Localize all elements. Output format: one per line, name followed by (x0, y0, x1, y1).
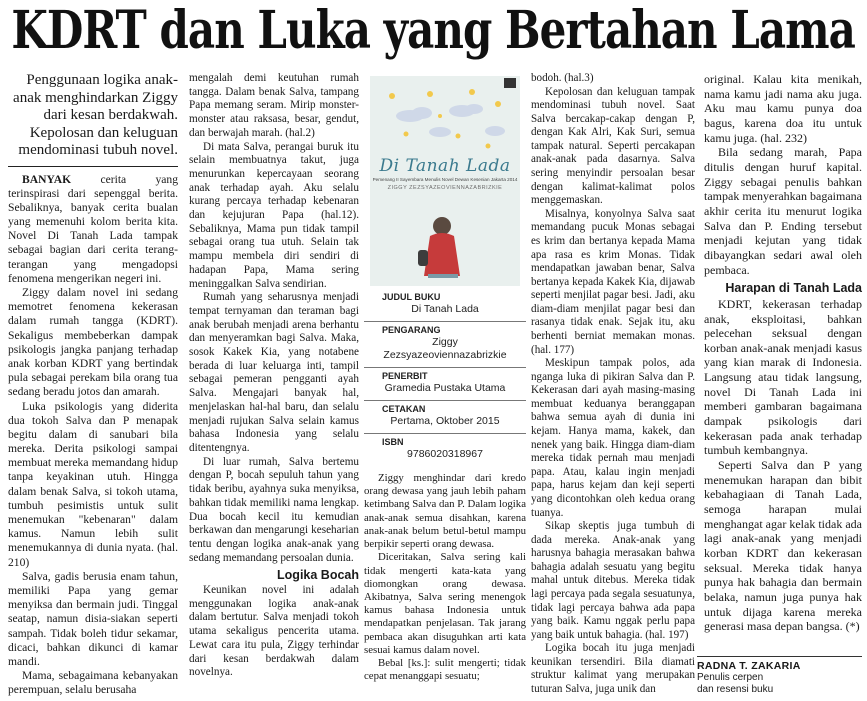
paragraph: Rumah yang seharusnya menjadi tempat ternyaman dan teraman bagi anak berubah menjadi arena berhantu dan menyeramkan bagi Salva. Maka, sosok Kakek Kia, yang notabene berada di luar keluarga inti, tampil sebagai pemeran pengganti ayah Salva. Mengajari banyak hal, menjelaskan hal-hal baru, dan selalu menjadi rujukan Salva selain kamus bahasa Indonesia yang selalu ditentengnya. (189, 291, 359, 454)
author-box (697, 656, 862, 696)
paragraph: Diceritakan, Salva sering kali tidak mengerti kata-kata yang diomongkan orang dewasa. Akibatnya, Salva sering menengok kamus bahasa Indonesia untuk mendapatkan penjelasan. Tak jarang pembaca akan disuguhkan arti kata sesuai kamus dalam novel. (364, 551, 526, 656)
paragraph: bodoh. (hal.3) (531, 72, 594, 84)
paragraph: Bila sedang marah, Papa ditulis dengan huruf kapital. Ziggy sebagai penulis bahkan tampak menyerahkan bagaimana akhir cerita itu menurut logika Salva dan P. Ending tersebut menjadi kejutan yang tidak dibayangkan sedari awal oleh pembaca. (704, 145, 862, 277)
pengarang-line-2: Zezsyazeoviennazabrizkie (383, 349, 507, 361)
paragraph: Mama, sebagaimana kebanyakan perempuan, selalu berusaha (8, 669, 178, 697)
paragraph: original. Kalau kita menikah, nama kamu jadi nama aku juga. Aku mau kamu punya doa bagus, karena doa itu untuk kamu juga. (hal. 232) (704, 72, 862, 145)
judul-value: Di Tanah Lada (364, 303, 526, 322)
pengarang-value (364, 336, 526, 368)
author-name: RADNA T. ZAKARIA (697, 660, 801, 672)
paragraph: KDRT, kekerasan terhadap anak, eksploitasi, bahkan pelecehan seksual dengan korban anak-anak menjadi kasus yang kian marak di Indonesia. Langsung atau tidak langsung, novel Di Tanah Lada ini memberi gambaran bagaimana dampak psikologis dari kekerasan pada anak terhadap tumbuh kembangnya. (704, 296, 862, 458)
book-details (364, 292, 526, 469)
dropcap-word: BANYAK (22, 172, 72, 186)
paragraph: Meskipun tampak polos, ada nganga luka di pikiran Salva dan P. Kekerasan dari ayah masing-masing membuat keduanya beranggapan bahwa semua ayah di dunia ini kejam. Hanya mama, kakek, dan nenek yang baik. Hingga diam-diam mereka tidak pernah mau menjadi papa. Atau, kalau ingin menjadi papa, harus kejam dan keji seperti yang dicontohkan oleh kedua orang tuanya. (531, 357, 695, 519)
paragraph: Luka psikologis yang diderita dua tokoh Salva dan P menapak begitu dalam di sanubari bila mereka. Derita psikologi sampai membuat mereka memandang hidup tanpa keyakinan utuh. Hingga dalam benak Salva, si tokoh utama, tumbuh pesimistis untuk sulit menemukan "kebenaran" dalam kamus. Namun lebih sulit menemukannya di dunia nyata. (hal. 210) (8, 399, 178, 569)
pengarang-line-1: Ziggy (432, 336, 458, 348)
penerbit-label: PENERBIT (382, 371, 428, 381)
cover-illustration (370, 76, 520, 286)
paragraph: Seperti Salva dan P yang menemukan harapan dan bibit kebahagiaan di Tanah Lada, semoga harapan mulai menghangat agar kelak tidak ada lagi anak-anak yang menjadi korban KDRT dan kekerasan seksual. Mereka tidak hanya punya hak bahagia dan bermain belaka, namun juga punya hak untuk dijaga karena mereka generasi masa depan bangsa. (*) (704, 458, 862, 634)
book-info-box (364, 72, 526, 467)
penerbit-value: Gramedia Pustaka Utama (364, 382, 526, 401)
paragraph: Ziggy menghindar dari kredo orang dewasa yang jauh lebih paham ketimbang Salva dan P. Dalam logika anak-anak semua disahkan, karena anak-anak belum betul-betul mampu berpikir seperti orang dewasa. (364, 472, 526, 551)
isbn-label: ISBN (382, 437, 404, 447)
isbn-value: 9786020318967 (407, 448, 483, 460)
subheading-harapan: Harapan di Tanah Lada (725, 281, 862, 296)
paragraph: Kepolosan dan keluguan tampak mendominasi tubuh novel. Saat Salva bercakap-cakap dengan P, dengan Kak Alri, Kak Suri, semua tampak natural. Seperti percakapan anak-anak pada dasarnya. Salva sering menyindir persoalan besar dengan kalimat-kalimat polos menggemaskan. (531, 85, 695, 207)
column-3 (364, 472, 526, 684)
column-5 (704, 72, 862, 634)
headline: KDRT dan Luka yang Bertahan Lama (11, 0, 855, 61)
author-role-line-2: dan resensi buku (697, 684, 774, 695)
book-cover (364, 72, 526, 290)
lead-paragraph: Penggunaan logika anak-anak menghindarkan Ziggy dari kesan berdakwah. Kepolosan dan keluguan mendominasi tubuh novel. (8, 72, 178, 167)
column-4 (531, 72, 695, 697)
pengarang-label: PENGARANG (382, 325, 441, 335)
judul-label: JUDUL BUKU (382, 292, 441, 302)
column-2 (189, 72, 359, 680)
paragraph: Di luar rumah, Salva bertemu dengan P, bocah sepuluh tahun yang tidak beribu, ayahnya suka menyiksa, bahkan tidak memiliki nama lengkap. Dua bocah kecil itu kemudian berkawan dan mengarungi keseharian tentu dengan logika anak-anak yang sedang memandang persoalan dunia. (189, 455, 359, 564)
paragraph: Ziggy dalam novel ini sedang memotret fenomena kekerasan dalam rumah tangga (KDRT). Sekaligus membeberkan dampak psikologis jangka panjang terhadap anak korban KDRT yang bertindak pula sebagai perekam bila orang tua sedang beradu jotos dan amarah. (8, 286, 178, 399)
paragraph: Bebal [ks.]: sulit mengerti; tidak cepat menanggapi sesuatu; (364, 657, 526, 683)
paragraph: mengalah demi keutuhan rumah tangga. Dalam benak Salva, tampang Papa memang seram. Mirip monster-monster atau raksasa, besar, gendut, dan berwajah marah. (hal.2) (189, 72, 359, 139)
paragraph-text: cerita yang terinspirasi dari sepenggal berita. Sebaliknya, banyak cerita bualan yang memenuhi kolom berita kita. Novel Di Tanah Lada tampak sebagai bagian dari cerita terang-terangan yang mengadopsi fenomena mengerikan negeri ini. (8, 172, 178, 285)
cover-author: ZIGGY ZEZSYAZEOVIENNAZABRIZKIE (387, 185, 503, 191)
paragraph: Di mata Salva, perangai buruk itu selain membuatnya takut, juga menurunkan kepercayaan seorang anak terhadap ayah. Aku selalu kurang percaya terhadap kebenaran dan kejujuran Papa (hal.12). Sebaliknya, Mama pun tidak tampil sebagai orang tua utuh. Selain tak mampu membela diri sendiri di hadapan Papa, Mama sering meninggalkan Salva sendirian. (189, 140, 359, 290)
author-role-line-1: Penulis cerpen (697, 672, 764, 683)
cetakan-label: CETAKAN (382, 404, 426, 414)
paragraph: Misalnya, konyolnya Salva saat memandang pucuk Monas sebagai es krim dan bertanya kepada Mama apa rasa es krim Monas. Tidak mendapatkan jawaban benar, Salva bertanya kepada Kakek Kia, dijawab seperti menjilat pagar besi. Jadi, aku diam-diam menjilat pagar besi dan rasanya tidak enak. Sejak itu, aku berhenti berniat memakan monas. (hal. 177) (531, 207, 695, 356)
paragraph: Logika bocah itu juga menjadi keunikan tersendiri. Bila diamati struktur kalimat yang merupakan tuturan Salva, juga unik dan (531, 642, 695, 696)
cover-subtitle: Pemenang II Sayembara Menulis Novel Dewan Kesenian Jakarta 2014 (372, 177, 518, 182)
paragraph (8, 173, 178, 287)
paragraph: Salva, gadis berusia enam tahun, memiliki Papa yang gemar menyiksa dan bermain judi. Tinggal seatap, namun disia-siakan seperti sampah. Tidak boleh tidur sekamar, dicaci, bahkan dikunci di kamar mandi. (8, 569, 178, 668)
paragraph: Keunikan novel ini adalah menggunakan logika anak-anak dalam bertutur. Salva menjadi tokoh utama sekaligus pencerita utama. Lewat cara itu pula, Ziggy terhindar dari kesan berdakwah dalam novelnya. (189, 584, 359, 679)
cover-title: Di Tanah Lada (379, 156, 511, 176)
cetakan-value: Pertama, Oktober 2015 (364, 415, 526, 434)
column-1 (8, 72, 178, 697)
paragraph: Sikap skeptis juga tumbuh di dada mereka. Anak-anak yang harusnya bahagia merasakan bahwa bahagia adalah sesuatu yang begitu mahal untuk ditebus. Mereka tidak lagi percaya pada segala sesuatunya, tidak lagi percaya bahwa ada papa yang baik. Kamu nggak perlu papa yang baik untuk bahagia. (hal. 197) (531, 520, 695, 641)
subheading-logika-bocah: Logika Bocah (277, 568, 359, 583)
